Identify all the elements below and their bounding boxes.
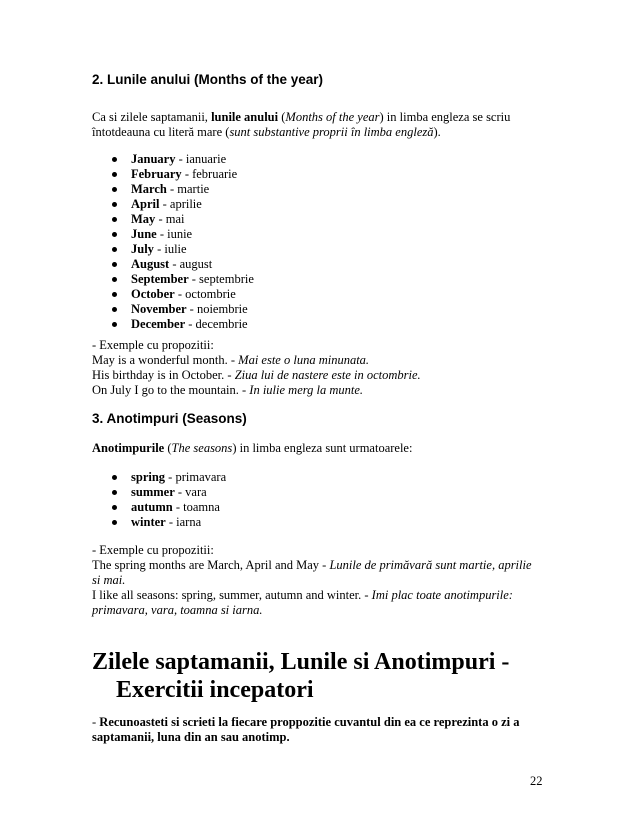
example-ro: primavara, vara, toamna si iarna.	[92, 603, 263, 617]
bullet-icon	[112, 202, 117, 207]
list-item	[112, 242, 254, 257]
month-en: September	[131, 272, 189, 286]
intro-italic: The seasons	[171, 441, 233, 455]
month-ro: - februarie	[181, 167, 238, 181]
example-en: On July I go to the mountain. -	[92, 383, 250, 397]
bullet-icon	[112, 292, 117, 297]
list-item	[112, 227, 254, 242]
example-ro: si mai.	[92, 573, 126, 587]
exercise-title-line: Exercitii incepatori	[116, 677, 314, 703]
month-en: April	[131, 197, 160, 211]
seasons-heading: 3. Anotimpuri (Seasons)	[92, 411, 247, 426]
example-ro: Mai este o luna minunata.	[238, 353, 370, 367]
list-item	[112, 470, 226, 485]
examples-label: - Exemple cu propozitii:	[92, 543, 214, 557]
intro-text: (	[278, 110, 286, 124]
months-heading: 2. Lunile anului (Months of the year)	[92, 72, 324, 87]
instr-text: Recunoasteti si scrieti la fiecare proppozitie cuvantul din ea ce reprezinta o zi a	[99, 715, 520, 729]
bullet-icon	[112, 247, 117, 252]
month-ro: - iulie	[153, 242, 187, 256]
bullet-icon	[112, 187, 117, 192]
season-en: winter	[131, 515, 166, 529]
bullet-icon	[112, 307, 117, 312]
bullet-icon	[112, 277, 117, 282]
example-ro: Ziua lui de nastere este in octombrie.	[234, 368, 421, 382]
list-item	[112, 500, 226, 515]
intro-text: Ca si zilele saptamanii,	[92, 110, 212, 124]
list-item	[112, 485, 226, 500]
intro-bold: lunile anului	[211, 110, 279, 124]
example-ro: Imi plac toate anotimpurile:	[371, 588, 513, 602]
intro-text: (	[164, 441, 172, 455]
intro-text: ) in limba engleza sunt urmatoarele:	[232, 441, 413, 455]
month-en: May	[131, 212, 156, 226]
season-ro: - vara	[174, 485, 207, 499]
bullet-icon	[112, 232, 117, 237]
intro-italic: sunt substantive proprii în limba engleză	[229, 125, 434, 139]
bullet-icon	[112, 172, 117, 177]
intro-text: întotdeauna cu literă mare (	[92, 125, 230, 139]
examples-label: - Exemple cu propozitii:	[92, 338, 214, 352]
month-en: October	[131, 287, 175, 301]
bullet-icon	[112, 262, 117, 267]
list-item	[112, 272, 254, 287]
list-item	[112, 167, 254, 182]
list-item	[112, 182, 254, 197]
example-en: May is a wonderful month. -	[92, 353, 239, 367]
bullet-icon	[112, 490, 117, 495]
instr-text: saptamanii, luna din an sau anotimp.	[92, 730, 290, 744]
season-ro: - toamna	[172, 500, 220, 514]
intro-text: ).	[433, 125, 441, 139]
example-en: His birthday is in October. -	[92, 368, 235, 382]
month-ro: - ianuarie	[175, 152, 227, 166]
list-item	[112, 317, 254, 332]
list-item	[112, 197, 254, 212]
exercise-title-line: Zilele saptamanii, Lunile si Anotimpuri -	[92, 649, 510, 675]
bullet-icon	[112, 520, 117, 525]
list-item	[112, 212, 254, 227]
month-en: January	[131, 152, 176, 166]
month-en: November	[131, 302, 187, 316]
example-ro: In iulie merg la munte.	[249, 383, 364, 397]
example-ro: Lunile de primăvară sunt martie, aprilie	[329, 558, 532, 572]
page-number: 22	[530, 774, 543, 788]
bullet-icon	[112, 505, 117, 510]
month-ro: - octombrie	[174, 287, 236, 301]
exercise-title	[92, 648, 509, 704]
instr-dash: -	[92, 715, 100, 729]
season-en: spring	[131, 470, 166, 484]
months-intro	[92, 110, 552, 140]
list-item	[112, 515, 226, 530]
month-en: March	[131, 182, 167, 196]
bullet-icon	[112, 157, 117, 162]
month-ro: - septembrie	[188, 272, 254, 286]
month-en: July	[131, 242, 154, 256]
seasons-list	[112, 470, 226, 530]
intro-text: ) in limba engleza se scriu	[379, 110, 511, 124]
month-ro: - martie	[166, 182, 210, 196]
season-ro: - iarna	[165, 515, 202, 529]
months-examples	[92, 338, 552, 398]
month-ro: - aprilie	[159, 197, 202, 211]
list-item	[112, 257, 254, 272]
month-en: February	[131, 167, 182, 181]
list-item	[112, 152, 254, 167]
month-ro: - decembrie	[185, 317, 248, 331]
month-ro: - mai	[155, 212, 185, 226]
months-list	[112, 152, 254, 332]
bullet-icon	[112, 475, 117, 480]
month-ro: - noiembrie	[186, 302, 248, 316]
intro-bold: Anotimpurile	[92, 441, 165, 455]
bullet-icon	[112, 217, 117, 222]
month-en: August	[131, 257, 170, 271]
season-ro: - primavara	[165, 470, 227, 484]
month-ro: - august	[169, 257, 213, 271]
season-en: autumn	[131, 500, 173, 514]
month-en: June	[131, 227, 157, 241]
seasons-examples	[92, 543, 552, 618]
example-en: The spring months are March, April and May -	[92, 558, 330, 572]
intro-italic: Months of the year	[285, 110, 380, 124]
month-en: December	[131, 317, 186, 331]
exercise-instructions	[92, 715, 552, 745]
season-en: summer	[131, 485, 175, 499]
bullet-icon	[112, 322, 117, 327]
list-item	[112, 302, 254, 317]
list-item	[112, 287, 254, 302]
month-ro: - iunie	[156, 227, 193, 241]
example-en: I like all seasons: spring, summer, autumn and winter. -	[92, 588, 372, 602]
seasons-intro	[92, 441, 552, 456]
